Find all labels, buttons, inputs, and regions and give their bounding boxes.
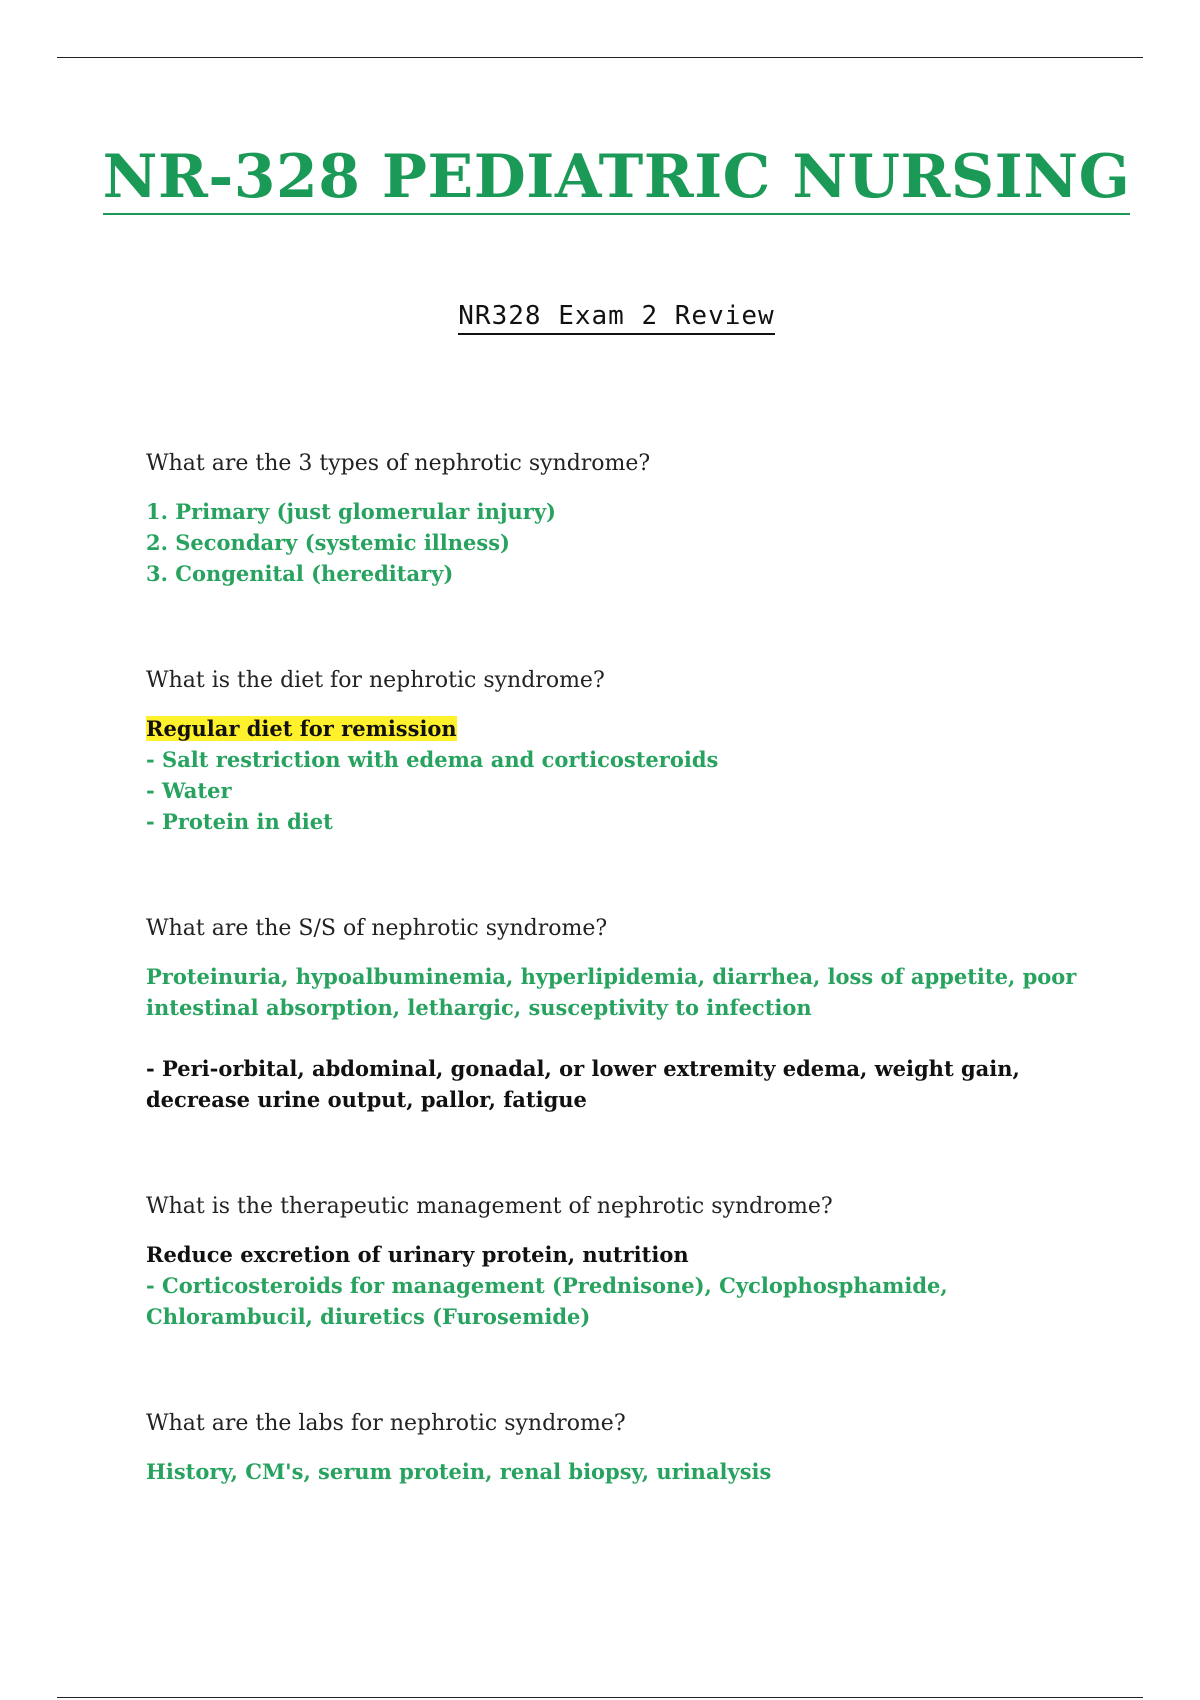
answer-line: 2. Secondary (systemic illness) [146,530,510,555]
qa-block [146,913,1086,1115]
document-title [0,142,1200,212]
answer-line: History, CM's, serum protein, renal biopsy, urinalysis [146,1459,772,1484]
answer-line: - Corticosteroids for management (Prednisone), Cyclophosphamide, Chlorambucil, diuretics (Furosemide) [146,1273,948,1329]
question-text: What is the diet for nephrotic syndrome? [146,668,605,693]
qa-block [146,448,1086,589]
answer-extra: - Peri-orbital, abdominal, gonadal, or lower extremity edema, weight gain, decrease urine output, pallor, fatigue [146,1056,1020,1112]
qa-list [146,448,1086,1487]
question-text: What are the labs for nephrotic syndrome? [146,1411,626,1436]
question-text: What are the 3 types of nephrotic syndrome? [146,451,651,476]
bottom-rule [57,1697,1143,1698]
answer-line: - Water [146,778,232,803]
highlighted-answer [146,713,1086,744]
qa-block [146,665,1086,837]
question-text: What are the S/S of nephrotic syndrome? [146,916,608,941]
qa-block [146,1408,1086,1487]
answer-line: - Salt restriction with edema and corticosteroids [146,747,719,772]
qa-block [146,1191,1086,1332]
answer-line: - Protein in diet [146,809,333,834]
answer-line: 1. Primary (just glomerular injury) [146,499,556,524]
spacer [146,1023,1086,1053]
answer-line: 3. Congenital (hereditary) [146,561,454,586]
top-rule [57,57,1143,58]
question-text: What is the therapeutic management of nephrotic syndrome? [146,1194,833,1219]
document-subtitle [0,300,1200,332]
document-subtitle-text: NR328 Exam 2 Review [458,301,774,335]
answer-line: Proteinuria, hypoalbuminemia, hyperlipidemia, diarrhea, loss of appetite, poor intestinal absorption, lethargic, susceptivity to infection [146,964,1077,1020]
highlighted-answer-text: Regular diet for remission [146,716,457,741]
answer-lead: Reduce excretion of urinary protein, nutrition [146,1242,689,1267]
document-title-text: NR-328 PEDIATRIC NURSING [103,142,1131,215]
